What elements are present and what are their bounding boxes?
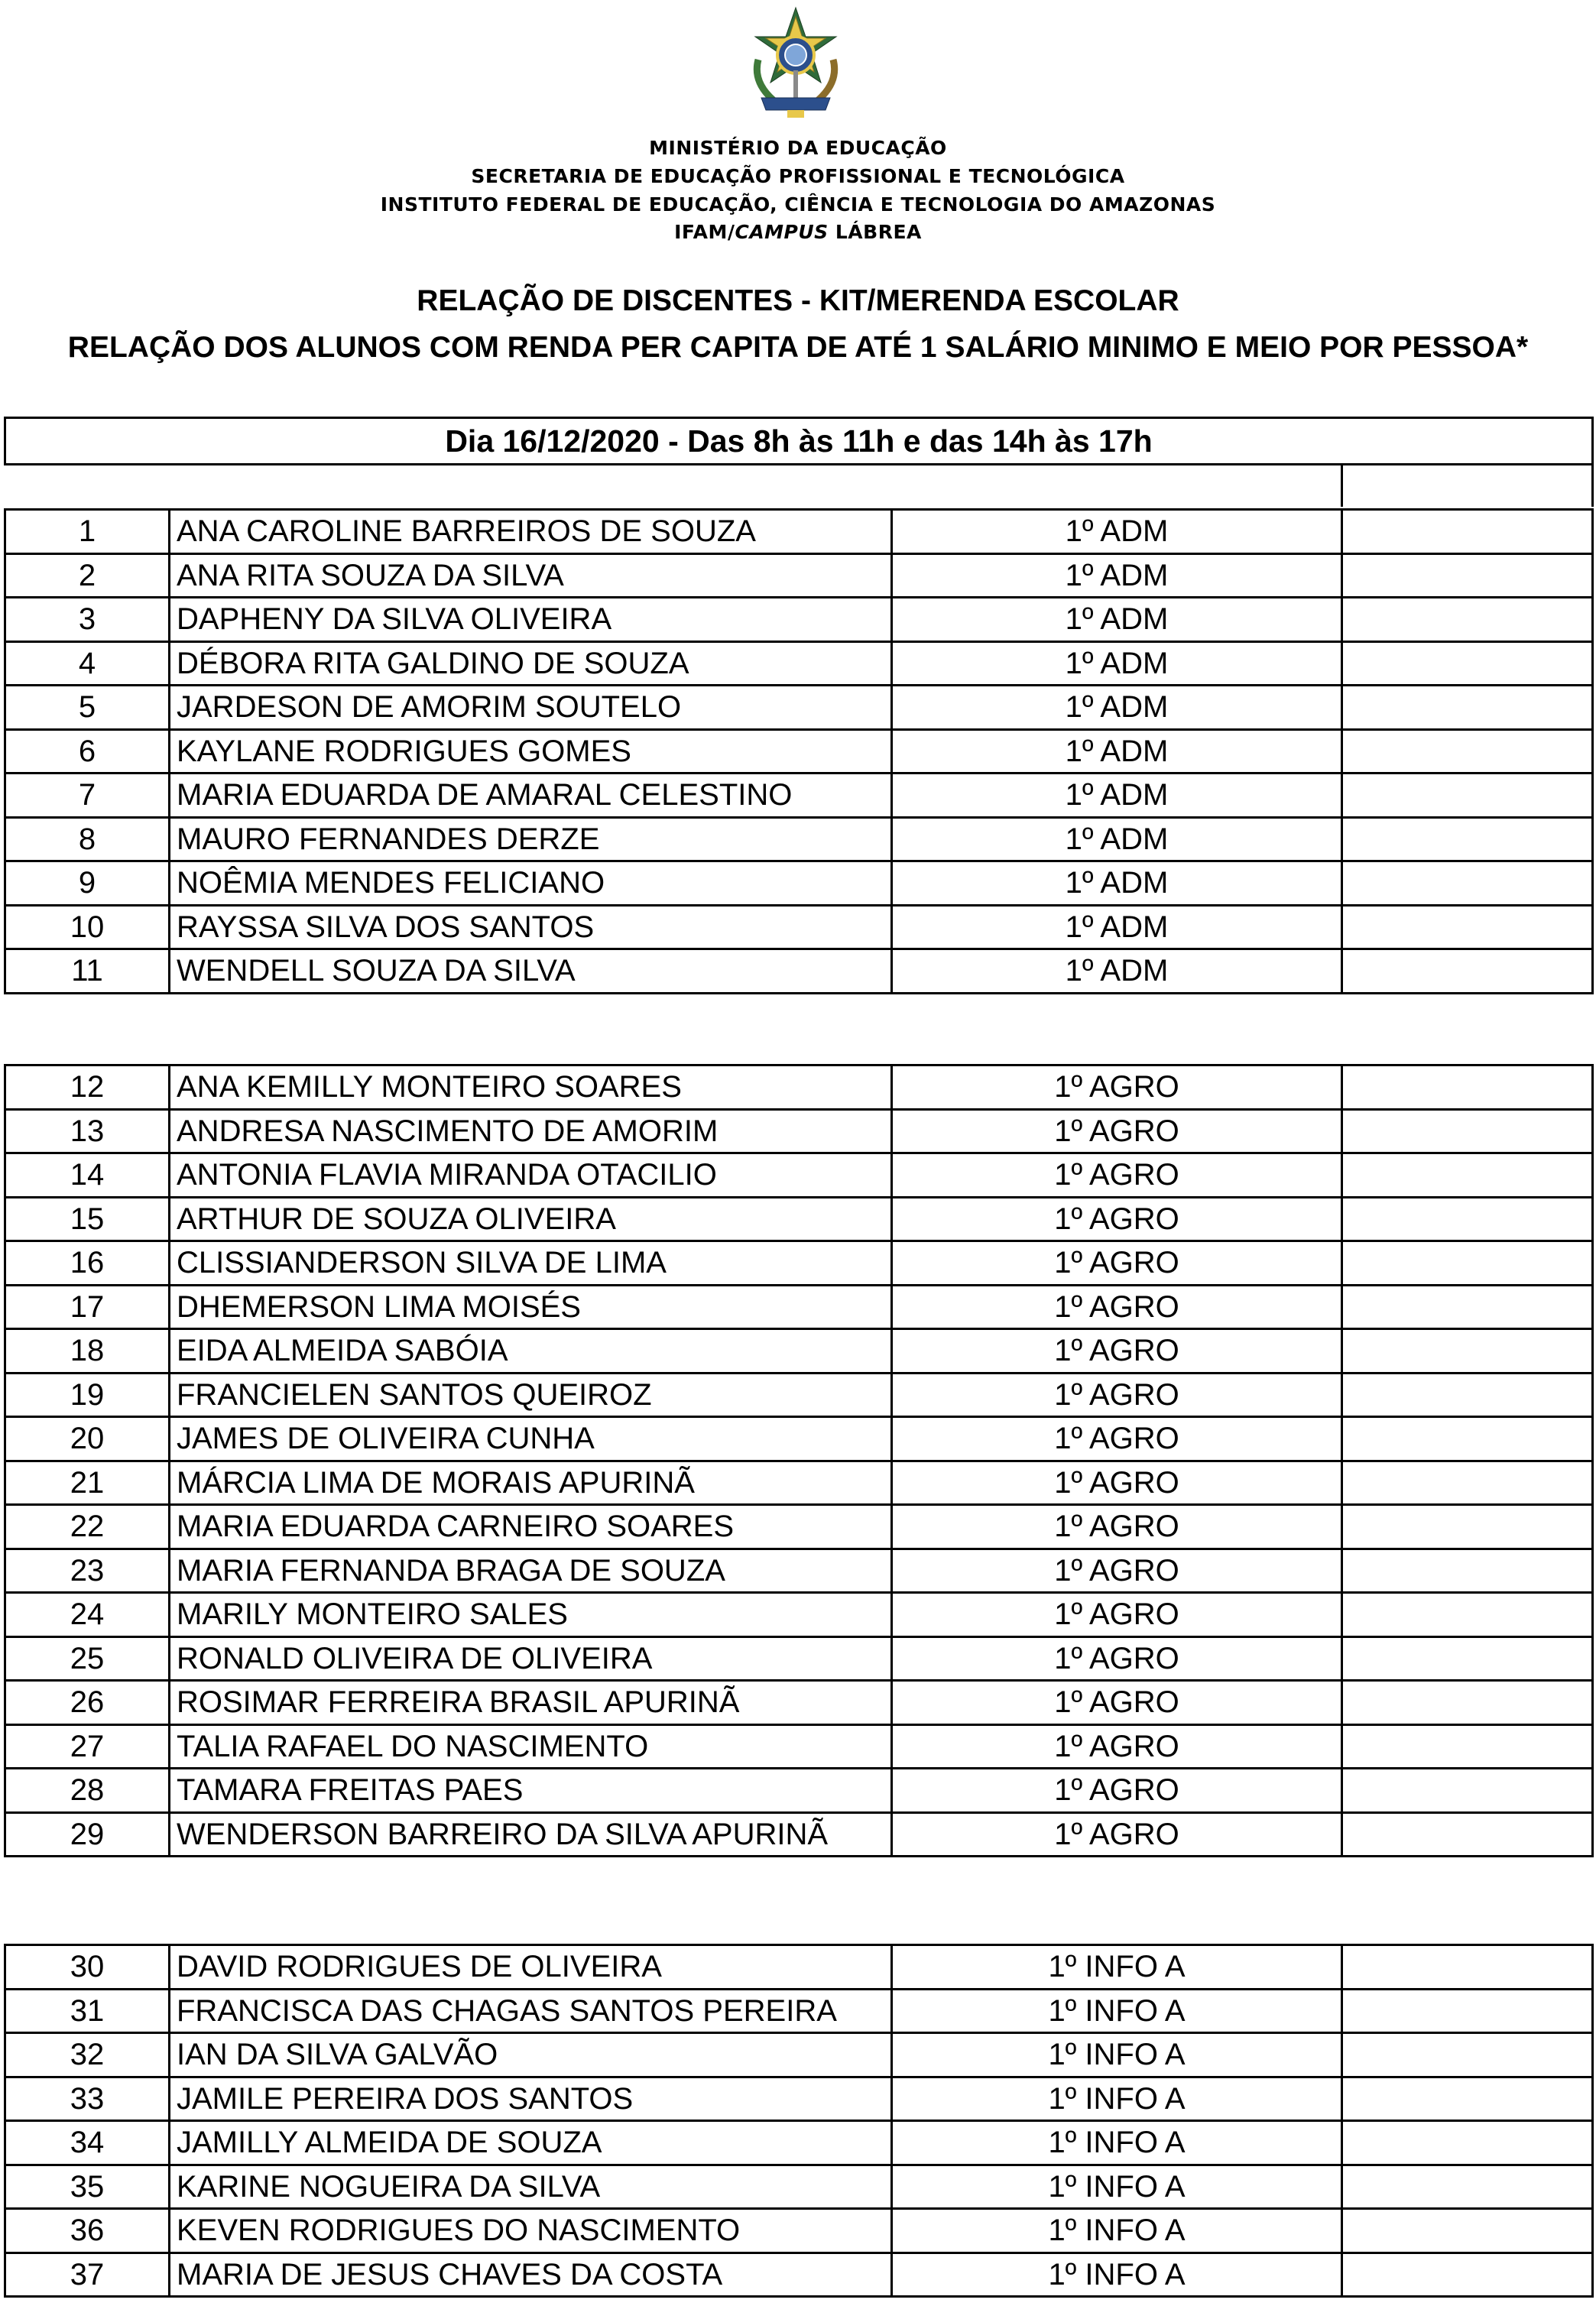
blank-cell xyxy=(1342,1505,1593,1549)
student-name: KEVEN RODRIGUES DO NASCIMENTO xyxy=(170,2209,892,2253)
blank-cell xyxy=(1342,1549,1593,1593)
student-class: 1º AGRO xyxy=(892,1197,1342,1241)
row-number: 6 xyxy=(5,729,170,774)
table-row xyxy=(5,1417,1593,1461)
row-number: 35 xyxy=(5,2165,170,2209)
document-subtitle: RELAÇÃO DOS ALUNOS COM RENDA PER CAPITA DE ATÉ 1 SALÁRIO MINIMO E MEIO POR PESSOA* xyxy=(67,331,1529,364)
table-row xyxy=(5,1505,1593,1549)
row-number: 36 xyxy=(5,2209,170,2253)
student-class: 1º ADM xyxy=(892,553,1342,598)
student-name: WENDERSON BARREIRO DA SILVA APURINÃ xyxy=(170,1812,892,1857)
student-name: ARTHUR DE SOUZA OLIVEIRA xyxy=(170,1197,892,1241)
student-table-agro xyxy=(4,1064,1594,1857)
student-name: JAMILE PEREIRA DOS SANTOS xyxy=(170,2077,892,2121)
blank-header-cell-right xyxy=(1342,465,1593,508)
blank-cell xyxy=(1342,1109,1593,1153)
campus-word: CAMPUS xyxy=(735,221,829,243)
student-class: 1º ADM xyxy=(892,686,1342,730)
student-class: 1º AGRO xyxy=(892,1329,1342,1374)
student-class: 1º AGRO xyxy=(892,1724,1342,1769)
blank-cell xyxy=(1342,1989,1593,2033)
student-name: ANA RITA SOUZA DA SILVA xyxy=(170,553,892,598)
table-row xyxy=(5,1373,1593,1417)
student-name: ANTONIA FLAVIA MIRANDA OTACILIO xyxy=(170,1153,892,1198)
student-name: MARIA EDUARDA CARNEIRO SOARES xyxy=(170,1505,892,1549)
row-number: 33 xyxy=(5,2077,170,2121)
student-class: 1º AGRO xyxy=(892,1109,1342,1153)
student-class: 1º AGRO xyxy=(892,1681,1342,1725)
student-class: 1º INFO A xyxy=(892,2077,1342,2121)
row-number: 24 xyxy=(5,1593,170,1637)
schedule-header-table xyxy=(4,417,1594,507)
student-class: 1º AGRO xyxy=(892,1065,1342,1110)
blank-cell xyxy=(1342,729,1593,774)
student-name: IAN DA SILVA GALVÃO xyxy=(170,2033,892,2077)
student-class: 1º INFO A xyxy=(892,2253,1342,2297)
table-row xyxy=(5,510,1593,554)
campus-header xyxy=(0,221,1596,243)
table-row xyxy=(5,1724,1593,1769)
student-class: 1º ADM xyxy=(892,510,1342,554)
blank-cell xyxy=(1342,1153,1593,1198)
row-number: 20 xyxy=(5,1417,170,1461)
row-number: 11 xyxy=(5,949,170,994)
blank-cell xyxy=(1342,861,1593,906)
table-row xyxy=(5,949,1593,994)
student-name: EIDA ALMEIDA SABÓIA xyxy=(170,1329,892,1374)
blank-cell xyxy=(1342,1769,1593,1813)
blank-cell xyxy=(1342,2209,1593,2253)
student-class: 1º ADM xyxy=(892,729,1342,774)
student-name: TALIA RAFAEL DO NASCIMENTO xyxy=(170,1724,892,1769)
table-row xyxy=(5,641,1593,686)
coat-of-arms-emblem xyxy=(744,6,847,121)
student-name: MAURO FERNANDES DERZE xyxy=(170,817,892,861)
table-row xyxy=(5,1109,1593,1153)
student-class: 1º AGRO xyxy=(892,1549,1342,1593)
table-row xyxy=(5,2253,1593,2297)
student-class: 1º AGRO xyxy=(892,1417,1342,1461)
row-number: 3 xyxy=(5,598,170,642)
student-name: RAYSSA SILVA DOS SANTOS xyxy=(170,905,892,949)
row-number: 2 xyxy=(5,553,170,598)
student-class: 1º AGRO xyxy=(892,1593,1342,1637)
row-number: 7 xyxy=(5,774,170,818)
row-number: 34 xyxy=(5,2121,170,2165)
student-name: JARDESON DE AMORIM SOUTELO xyxy=(170,686,892,730)
student-name: MARIA EDUARDA DE AMARAL CELESTINO xyxy=(170,774,892,818)
student-class: 1º AGRO xyxy=(892,1153,1342,1198)
blank-cell xyxy=(1342,510,1593,554)
blank-cell xyxy=(1342,2077,1593,2121)
blank-cell xyxy=(1342,2121,1593,2165)
blank-cell xyxy=(1342,2165,1593,2209)
document-title: RELAÇÃO DE DISCENTES - KIT/MERENDA ESCOLAR xyxy=(417,284,1179,317)
student-name: KARINE NOGUEIRA DA SILVA xyxy=(170,2165,892,2209)
ministry-header: MINISTÉRIO DA EDUCAÇÃO xyxy=(649,137,947,159)
student-class: 1º INFO A xyxy=(892,1989,1342,2033)
table-row xyxy=(5,2165,1593,2209)
row-number: 18 xyxy=(5,1329,170,1374)
table-row xyxy=(5,686,1593,730)
student-class: 1º ADM xyxy=(892,949,1342,994)
student-name: ROSIMAR FERREIRA BRASIL APURINÃ xyxy=(170,1681,892,1725)
row-number: 31 xyxy=(5,1989,170,2033)
table-row xyxy=(5,1636,1593,1681)
blank-cell xyxy=(1342,1724,1593,1769)
table-row xyxy=(5,1549,1593,1593)
blank-header-cell xyxy=(5,465,1342,508)
row-number: 16 xyxy=(5,1241,170,1286)
blank-cell xyxy=(1342,1812,1593,1857)
student-name: CLISSIANDERSON SILVA DE LIMA xyxy=(170,1241,892,1286)
student-class: 1º INFO A xyxy=(892,1945,1342,1990)
table-row xyxy=(5,1197,1593,1241)
table-row xyxy=(5,2121,1593,2165)
student-class: 1º AGRO xyxy=(892,1812,1342,1857)
student-name: FRANCISCA DAS CHAGAS SANTOS PEREIRA xyxy=(170,1989,892,2033)
row-number: 32 xyxy=(5,2033,170,2077)
row-number: 19 xyxy=(5,1373,170,1417)
campus-suffix: LÁBREA xyxy=(828,221,922,243)
blank-cell xyxy=(1342,1681,1593,1725)
table-row xyxy=(5,1989,1593,2033)
student-name: ANDRESA NASCIMENTO DE AMORIM xyxy=(170,1109,892,1153)
student-class: 1º AGRO xyxy=(892,1285,1342,1329)
blank-cell xyxy=(1342,1373,1593,1417)
student-name: JAMILLY ALMEIDA DE SOUZA xyxy=(170,2121,892,2165)
student-name: DHEMERSON LIMA MOISÉS xyxy=(170,1285,892,1329)
student-class: 1º AGRO xyxy=(892,1505,1342,1549)
student-name: TAMARA FREITAS PAES xyxy=(170,1769,892,1813)
row-number: 37 xyxy=(5,2253,170,2297)
blank-cell xyxy=(1342,1197,1593,1241)
student-class: 1º INFO A xyxy=(892,2209,1342,2253)
student-name: JAMES DE OLIVEIRA CUNHA xyxy=(170,1417,892,1461)
row-number: 30 xyxy=(5,1945,170,1990)
student-class: 1º ADM xyxy=(892,905,1342,949)
blank-cell xyxy=(1342,553,1593,598)
student-class: 1º ADM xyxy=(892,774,1342,818)
table-row xyxy=(5,1812,1593,1857)
blank-cell xyxy=(1342,1417,1593,1461)
blank-cell xyxy=(1342,1329,1593,1374)
student-name: MARIA DE JESUS CHAVES DA COSTA xyxy=(170,2253,892,2297)
blank-cell xyxy=(1342,641,1593,686)
student-name: MÁRCIA LIMA DE MORAIS APURINÃ xyxy=(170,1461,892,1505)
table-row xyxy=(5,1241,1593,1286)
row-number: 21 xyxy=(5,1461,170,1505)
blank-cell xyxy=(1342,774,1593,818)
student-name: DAPHENY DA SILVA OLIVEIRA xyxy=(170,598,892,642)
row-number: 25 xyxy=(5,1636,170,1681)
table-row xyxy=(5,861,1593,906)
table-row xyxy=(5,1329,1593,1374)
table-row xyxy=(5,553,1593,598)
row-number: 29 xyxy=(5,1812,170,1857)
student-name: ANA CAROLINE BARREIROS DE SOUZA xyxy=(170,510,892,554)
student-table-adm xyxy=(4,508,1594,994)
schedule-date: Dia 16/12/2020 - Das 8h às 11h e das 14h às 17h xyxy=(5,418,1593,465)
student-name: MARIA FERNANDA BRAGA DE SOUZA xyxy=(170,1549,892,1593)
campus-prefix: IFAM/ xyxy=(674,221,735,243)
table-row xyxy=(5,1285,1593,1329)
blank-cell xyxy=(1342,1065,1593,1110)
table-row xyxy=(5,1769,1593,1813)
blank-cell xyxy=(1342,686,1593,730)
student-name: DÉBORA RITA GALDINO DE SOUZA xyxy=(170,641,892,686)
student-class: 1º INFO A xyxy=(892,2033,1342,2077)
table-row xyxy=(5,598,1593,642)
row-number: 9 xyxy=(5,861,170,906)
table-row xyxy=(5,2077,1593,2121)
table-row xyxy=(5,774,1593,818)
blank-cell xyxy=(1342,1461,1593,1505)
blank-cell xyxy=(1342,1945,1593,1990)
table-row xyxy=(5,817,1593,861)
row-number: 17 xyxy=(5,1285,170,1329)
row-number: 14 xyxy=(5,1153,170,1198)
row-number: 26 xyxy=(5,1681,170,1725)
row-number: 27 xyxy=(5,1724,170,1769)
student-name: DAVID RODRIGUES DE OLIVEIRA xyxy=(170,1945,892,1990)
row-number: 10 xyxy=(5,905,170,949)
row-number: 13 xyxy=(5,1109,170,1153)
student-class: 1º AGRO xyxy=(892,1636,1342,1681)
blank-cell xyxy=(1342,2033,1593,2077)
table-row xyxy=(5,2209,1593,2253)
student-name: MARILY MONTEIRO SALES xyxy=(170,1593,892,1637)
row-number: 22 xyxy=(5,1505,170,1549)
secretariat-header: SECRETARIA DE EDUCAÇÃO PROFISSIONAL E TECNOLÓGICA xyxy=(471,165,1125,187)
blank-cell xyxy=(1342,1636,1593,1681)
student-name: FRANCIELEN SANTOS QUEIROZ xyxy=(170,1373,892,1417)
table-row xyxy=(5,2033,1593,2077)
blank-cell xyxy=(1342,1241,1593,1286)
table-row xyxy=(5,1681,1593,1725)
table-row xyxy=(5,1593,1593,1637)
student-name: KAYLANE RODRIGUES GOMES xyxy=(170,729,892,774)
student-class: 1º AGRO xyxy=(892,1373,1342,1417)
student-class: 1º AGRO xyxy=(892,1241,1342,1286)
blank-cell xyxy=(1342,2253,1593,2297)
student-table-info-a xyxy=(4,1944,1594,2298)
row-number: 4 xyxy=(5,641,170,686)
blank-cell xyxy=(1342,598,1593,642)
student-name: RONALD OLIVEIRA DE OLIVEIRA xyxy=(170,1636,892,1681)
row-number: 1 xyxy=(5,510,170,554)
row-number: 5 xyxy=(5,686,170,730)
student-class: 1º ADM xyxy=(892,861,1342,906)
blank-cell xyxy=(1342,949,1593,994)
institute-header: INSTITUTO FEDERAL DE EDUCAÇÃO, CIÊNCIA E TECNOLOGIA DO AMAZONAS xyxy=(380,193,1216,216)
blank-cell xyxy=(1342,817,1593,861)
row-number: 28 xyxy=(5,1769,170,1813)
student-class: 1º ADM xyxy=(892,641,1342,686)
table-row xyxy=(5,729,1593,774)
student-class: 1º AGRO xyxy=(892,1461,1342,1505)
table-row xyxy=(5,1065,1593,1110)
student-class: 1º ADM xyxy=(892,817,1342,861)
row-number: 8 xyxy=(5,817,170,861)
student-class: 1º AGRO xyxy=(892,1769,1342,1813)
table-row xyxy=(5,1461,1593,1505)
student-name: WENDELL SOUZA DA SILVA xyxy=(170,949,892,994)
student-name: NOÊMIA MENDES FELICIANO xyxy=(170,861,892,906)
table-row xyxy=(5,1153,1593,1198)
blank-cell xyxy=(1342,905,1593,949)
table-row xyxy=(5,1945,1593,1990)
table-row xyxy=(5,905,1593,949)
blank-cell xyxy=(1342,1285,1593,1329)
row-number: 15 xyxy=(5,1197,170,1241)
student-class: 1º ADM xyxy=(892,598,1342,642)
student-class: 1º INFO A xyxy=(892,2165,1342,2209)
student-name: ANA KEMILLY MONTEIRO SOARES xyxy=(170,1065,892,1110)
row-number: 23 xyxy=(5,1549,170,1593)
student-class: 1º INFO A xyxy=(892,2121,1342,2165)
blank-cell xyxy=(1342,1593,1593,1637)
row-number: 12 xyxy=(5,1065,170,1110)
